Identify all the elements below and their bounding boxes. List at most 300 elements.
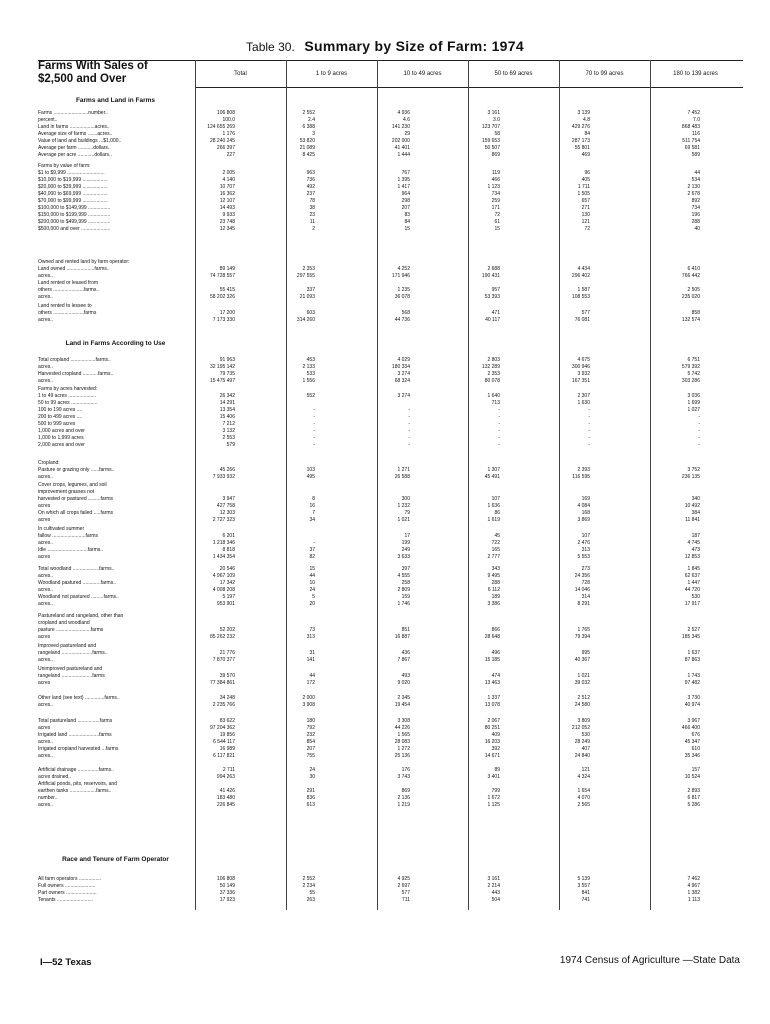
table-cell: 123 707 [481,124,500,130]
table-cell: 296 402 [571,273,590,279]
table-cell: 235 020 [681,294,700,300]
table-cell: 384 [691,510,700,516]
table-cell: 55 801 [574,145,590,151]
table-cell: 12 107 [219,198,235,204]
table-cell: 589 [691,152,700,158]
table-cell: 866 [491,627,500,633]
row-label: Land owned ....................farms.. [38,266,110,272]
table-cell: 2.4 [308,117,315,123]
table-cell: 2 067 [487,718,500,724]
table-cell: 21 089 [299,145,315,151]
row-label: All farm operators ................ [38,876,102,882]
row-label: acres.. [38,317,54,323]
table-cell: 2 234 [302,883,315,889]
table-cell: 130 [581,212,590,218]
table-cell: 713 [491,400,500,406]
table-cell: 11 841 [685,517,700,523]
table-cell: 3 557 [577,883,590,889]
table-cell: 443 [491,890,500,896]
table-cell: 78 [309,198,315,204]
table-cell: 24 356 [574,573,590,579]
table-cell: 2 711 [222,767,235,773]
table-cell: 995 [581,650,590,656]
table-cell: 429 276 [571,124,590,130]
table-cell: - [498,407,500,413]
row-label: acres [38,680,51,686]
table-cell: 1 382 [687,890,700,896]
table-cell: 10 707 [219,184,235,190]
table-cell: 21 776 [219,650,235,656]
table-cell: 3 386 [487,601,500,607]
table-cell: - [498,414,500,420]
table-cell: 207 [306,746,315,752]
row-label: acres.. [38,294,54,300]
table-cell: 19 856 [219,732,235,738]
table-cell: 23 [309,212,315,218]
table-cell: 25 136 [394,753,410,759]
row-label: $1 to $9,999 ........................... [38,170,105,176]
table-cell: 16 [309,503,315,509]
table-cell: 2 512 [577,695,590,701]
table-cell: 1 444 [397,152,410,158]
table-heading: Summary by Size of Farm: 1974 [304,38,524,54]
table-cell: - [313,442,315,448]
table-cell: 3 [312,131,315,137]
row-label: harvested or pastured .........farms [38,496,114,502]
row-label: rangeland ......................farms.. [38,650,108,656]
table-cell: 100.0 [222,117,235,123]
table-cell: 436 [401,650,410,656]
table-cell: 72 [584,226,590,232]
table-cell: 469 [581,152,590,158]
table-cell: 121 [581,219,590,225]
row-label: acres [38,503,51,509]
table-cell: 159 653 [481,138,500,144]
table-cell: 207 [401,205,410,211]
table-cell: 1 176 [222,131,235,137]
table-cell: 2 005 [222,170,235,176]
table-cell: 171 946 [391,273,410,279]
table-cell: 676 [691,732,700,738]
table-cell: 14 671 [484,753,500,759]
table-cell: 1 587 [577,287,590,293]
row-label: $40,000 to $69,999 .................. [38,191,108,197]
row-label: acres [38,634,51,640]
table-cell: 62 637 [684,573,700,579]
table-cell: 4 008 208 [212,587,235,593]
table-cell: 24 [309,767,315,773]
table-cell: 603 [306,310,315,316]
table-cell: 722 [491,540,500,546]
column-header: 70 to 99 acres [585,71,624,77]
table-cell: 15 [309,566,315,572]
table-cell: 5 286 [687,802,700,808]
table-cell: 249 [401,547,410,553]
table-cell: 79 735 [219,371,235,377]
table-cell: 132 289 [481,364,500,370]
table-cell: 74 728 557 [209,273,235,279]
table-cell: 106 808 [216,876,235,882]
table-cell: 55 415 [219,287,235,293]
table-cell: 96 [584,170,590,176]
row-label: Total woodland ...................farms.. [38,566,115,572]
row-label: 100 to 199 acres .... [38,407,83,413]
table-cell: 303 286 [681,378,700,384]
table-cell: 337 [306,287,315,293]
table-cell: 28 249 [574,739,590,745]
table-cell: 89 [494,767,500,773]
row-label: $20,000 to $39,999 .................. [38,184,108,190]
table-cell: 5 742 [687,371,700,377]
row-label: acres.. [38,753,54,759]
row-label: percent.. [38,117,58,123]
table-cell: 5 139 [577,876,590,882]
table-cell: 5 [312,594,315,600]
table-cell: 1 743 [687,673,700,679]
table-cell: - [408,428,410,434]
table-cell: - [498,428,500,434]
table-cell: 1 123 [487,184,500,190]
table-cell: 3 132 [222,428,235,434]
row-label: Irrigated cropland harvested ...farms [38,746,119,752]
column-header: 50 to 69 acres [494,71,533,77]
table-cell: 4 140 [222,177,235,183]
table-cell: 91 963 [219,357,235,363]
table-cell: 21 093 [299,294,315,300]
row-label: acres [38,554,51,560]
table-cell: 2 353 [487,371,500,377]
table-cell: 226 845 [216,802,235,808]
table-cell: 14 493 [219,205,235,211]
table-cell: 259 [491,198,500,204]
table-cell: 953 901 [216,601,235,607]
table-cell: 13 354 [219,407,235,413]
table-cell: 568 [401,310,410,316]
table-cell: 473 [691,547,700,553]
table-cell: 227 [226,152,235,158]
table-cell: 728 [581,580,590,586]
table-cell: 44 [694,170,700,176]
table-cell: 16 203 [484,739,500,745]
table-cell: 7 870 377 [212,657,235,663]
table-cell: 3 161 [487,876,500,882]
table-cell: 39 570 [219,673,235,679]
table-cell: 165 [491,547,500,553]
row-label: Land rented or leased from [38,280,99,286]
row-label: In cultivated summer [38,526,85,532]
table-cell: 24 840 [574,753,590,759]
table-cell: - [498,435,500,441]
table-cell: 6 751 [687,357,700,363]
table-cell: 3 809 [577,718,590,724]
table-cell: 409 [491,732,500,738]
table-cell: 1 565 [397,732,410,738]
table-cell: 45 266 [219,467,235,473]
table-cell: 55 [309,890,315,896]
row-label: Idle .............................farms.. [38,547,104,553]
table-cell: 1 672 [487,795,500,801]
row-label: 50 to 99 acres ................... [38,400,98,406]
table-cell: 50 149 [219,883,235,889]
table-cell: 300 [401,496,410,502]
table-cell: 4 675 [577,357,590,363]
row-label: Artificial ponds, pits, reservoirs, and [38,781,117,787]
table-cell: 2 803 [487,357,500,363]
table-cell: 79 [404,510,410,516]
table-cell: - [498,442,500,448]
table-cell: 79 394 [574,634,590,640]
row-label: Unimproved pastureland and [38,666,103,672]
table-cell: 1 021 [577,673,590,679]
table-cell: 4 967 109 [212,573,235,579]
table-cell: 397 [401,566,410,572]
row-label: Average per farm ...........dollars.. [38,145,111,151]
table-cell: 1 027 [687,407,700,413]
table-cell: - [313,407,315,413]
table-cell: 15 406 [219,414,235,420]
table-cell: 2 527 [687,627,700,633]
row-label: acres.. [38,573,54,579]
table-cell: - [698,414,700,420]
table-cell: 799 [491,788,500,794]
table-cell: 199 [401,540,410,546]
table-cell: - [408,442,410,448]
table-cell: 13 463 [484,680,500,686]
table-cell: 40 367 [574,657,590,663]
table-cell: 2 505 [687,287,700,293]
table-cell: 766 442 [681,273,700,279]
table-cell: 7 867 [397,657,410,663]
table-cell: 5 197 [222,594,235,600]
table-cell: 8 818 [222,547,235,553]
table-cell: 2 552 [302,110,315,116]
table-cell: - [588,414,590,420]
table-cell: 2 476 [577,540,590,546]
table-cell: 40 117 [485,317,500,323]
table-cell: 28 648 [484,634,500,640]
row-label: Farms by acres harvested: [38,386,98,392]
table-cell: 107 [581,533,590,539]
table-cell: 392 [491,746,500,752]
row-label: 1,000 to 1,999 acres [38,435,84,441]
table-cell: 266 397 [216,145,235,151]
table-cell: 11 [309,219,315,225]
table-cell: 1 417 [397,184,410,190]
table-cell: 28 240 245 [209,138,235,144]
table-cell: 343 [491,566,500,572]
table-cell: 2 214 [487,883,500,889]
table-cell: 579 392 [681,364,700,370]
section-heading: Farms and Land in Farms [75,97,156,104]
table-cell: - [408,407,410,413]
table-cell: 288 [491,580,500,586]
table-cell: 1 272 [397,746,410,752]
table-cell: 836 [306,795,315,801]
table-cell: 13 078 [484,702,500,708]
section-heading: Race and Tenure of Farm Operator [62,856,169,863]
table-cell: 579 [226,442,235,448]
table-cell: 24 [309,587,315,593]
table-cell: 868 483 [681,124,700,130]
row-label: Irrigated land ......................farms [38,732,112,738]
row-label: Tenants .......................... [38,897,94,903]
table-cell: 3 139 [577,110,590,116]
table-cell: 8 [312,496,315,502]
table-cell: 159 [401,594,410,600]
table-cell: 183 480 [216,795,235,801]
table-cell: 82 [309,554,315,560]
table-cell: 23 748 [219,219,235,225]
row-label: 1 to 49 acres .................... [38,393,97,399]
table-cell: 1 232 [397,503,410,509]
table-cell: - [313,428,315,434]
table-cell: 657 [581,198,590,204]
table-cell: 39 032 [574,680,590,686]
table-cell: 1 630 [577,400,590,406]
table-cell: 6 117 821 [213,753,235,759]
table-cell: 116 595 [572,474,590,480]
table-cell: 4 434 [577,266,590,272]
row-label: Part owners ...................... [38,890,97,896]
row-label: acres.. [38,474,54,480]
table-cell: 37 336 [219,890,235,896]
table-cell: 1 711 [577,184,590,190]
table-cell: 1 699 [687,400,700,406]
table-cell: - [588,421,590,427]
table-cell: 190 431 [481,273,500,279]
row-label: number.. [38,795,58,801]
table-cell: - [588,435,590,441]
table-cell: 610 [691,746,700,752]
table-cell: 45 [494,533,500,539]
table-cell: 172 [306,680,315,686]
row-label: Other land (see text) ..............farms.. [38,695,120,701]
table-cell: 1 218 346 [212,540,235,546]
table-cell: 83 622 [219,718,235,724]
table-cell: 271 [581,205,590,211]
table-cell: 28 083 [394,739,410,745]
table-cell: 4 084 [577,503,590,509]
table-cell: 734 [491,191,500,197]
table-cell: - [408,414,410,420]
row-label: $10,000 to $19,999 .................. [38,177,108,183]
table-cell: 314 260 [296,317,315,323]
table-cell: 4 967 [687,883,700,889]
table-cell: - [698,442,700,448]
table-cell: 97 204 362 [209,725,235,731]
table-cell: 4 070 [577,795,590,801]
table-cell: 169 [581,496,590,502]
table-cell: 6 817 [687,795,700,801]
table-cell: 40 [694,226,700,232]
table-cell: 577 [581,310,590,316]
row-label: Cropland: [38,460,60,466]
table-cell: 16 887 [394,634,410,640]
table-cell: 6 388 [302,124,315,130]
row-label: acres.. [38,702,54,708]
table-cell: 157 [691,767,700,773]
table-cell: 121 [581,767,590,773]
table-cell: 869 [401,788,410,794]
row-label: acres [38,517,51,523]
table-cell: 734 [691,205,700,211]
table-cell: 168 [581,510,590,516]
table-cell: 15 [494,226,500,232]
table-cell: 340 [691,496,700,502]
table-cell: 50 507 [484,145,500,151]
table-cell: 2 678 [687,191,700,197]
table-cell: 3.0 [493,117,500,123]
table-cell: 851 [401,627,410,633]
table-cell: 314 [581,594,590,600]
table-cell: 53 820 [299,138,315,144]
table-cell: 2 777 [487,554,500,560]
table-cell: 298 [401,198,410,204]
row-label: fallow ........................farms [38,533,99,539]
row-label: Average size of farms .......acres.. [38,131,113,137]
table-cell: 2 565 [577,802,590,808]
table-cell: 80 078 [484,378,500,384]
table-cell: 196 [691,212,700,218]
table-cell: 2 130 [687,184,700,190]
row-label: acres.. [38,273,54,279]
table-cell: 58 202 326 [209,294,235,300]
table-cell: 3 308 [397,718,410,724]
table-cell: 533 [306,371,315,377]
table-cell: 34 [309,517,315,523]
table-cell: 1 271 [397,467,410,473]
table-cell: 176 [401,767,410,773]
table-cell: 534 [691,177,700,183]
table-cell: 297 555 [296,273,315,279]
row-label: Land rented to lessee to [38,303,92,309]
table-cell: 58 [494,131,500,137]
table-cell: 7 [312,510,315,516]
table-cell: 80 251 [484,725,500,731]
table-cell: 236 135 [681,474,700,480]
stub-title-line1: Farms With Sales of [38,60,148,72]
row-label: 200 to 499 acres .... [38,414,83,420]
table-cell: 35 346 [684,753,700,759]
table-number: Table 30. [246,40,295,54]
table-cell: 20 [309,601,315,607]
column-header: 180 to 139 acres [673,71,718,77]
table-cell: 116 [692,131,700,137]
table-cell: 124 655 269 [207,124,235,130]
table-cell: 61 [494,219,500,225]
table-cell: 10 [309,580,315,586]
table-cell: 3 401 [487,774,500,780]
table-cell: 892 [691,198,700,204]
table-cell: - [698,435,700,441]
table-cell: 1 845 [687,566,700,572]
table-cell: 185 345 [681,634,700,640]
table-cell: 180 334 [391,364,410,370]
column-header: 10 to 49 acres [403,71,442,77]
table-cell: 26 342 [219,393,235,399]
table-cell: 1 654 [577,788,590,794]
row-label: Value of land and buildings ...$1,000.. [38,138,122,144]
table-cell: 15 185 [484,657,500,663]
table-cell: - [313,540,315,546]
header-rule [195,87,743,88]
table-cell: 17 917 [684,601,700,607]
table-cell: 4 324 [577,774,590,780]
table-cell: 69 581 [684,145,700,151]
row-label: acres.. [38,540,54,546]
table-cell: 15 475 497 [209,378,235,384]
row-label: Total pastureland ................farms [38,718,113,724]
